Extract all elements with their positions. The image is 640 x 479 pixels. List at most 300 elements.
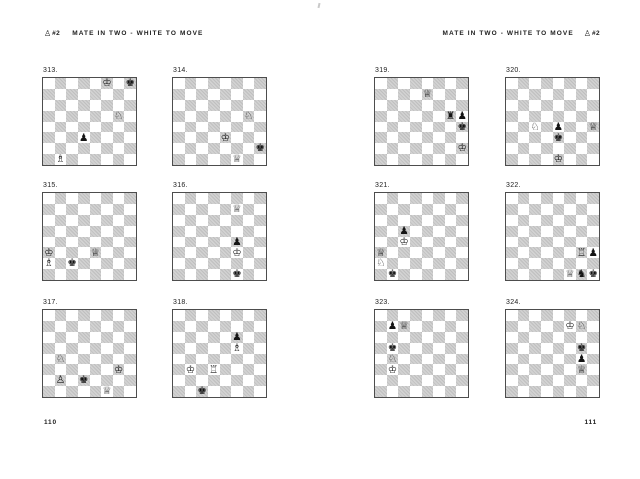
board-square — [113, 310, 125, 321]
board-square — [78, 154, 90, 165]
board-square — [398, 132, 410, 143]
section-title: MATE IN TWO - WHITE TO MOVE — [442, 30, 574, 37]
board-square — [506, 343, 518, 354]
chess-piece-wK: ♔ — [220, 132, 231, 144]
board-square — [78, 237, 90, 248]
board-square — [243, 111, 255, 122]
board-square — [113, 215, 125, 226]
board-square — [113, 247, 125, 258]
board-square — [90, 364, 102, 375]
board-square — [506, 204, 518, 215]
board-square — [587, 343, 599, 354]
chess-diagram — [42, 299, 137, 398]
board-square — [398, 386, 410, 397]
board-square — [243, 247, 255, 258]
board-square — [196, 154, 208, 165]
board-square — [78, 132, 90, 143]
board-square — [173, 122, 185, 133]
diagram-number: 322. — [506, 182, 521, 189]
board-square — [124, 132, 136, 143]
board-square — [66, 386, 78, 397]
board-square — [185, 111, 197, 122]
board-square — [185, 386, 197, 397]
board-square — [113, 132, 125, 143]
board-square — [243, 332, 255, 343]
board-square — [456, 154, 468, 165]
chess-piece-bP: ♟ — [457, 110, 467, 122]
chess-piece-bR: ♜ — [445, 110, 456, 122]
diagram-number: 324. — [506, 299, 521, 306]
board-square — [254, 154, 266, 165]
board-square — [43, 193, 55, 204]
board-square — [587, 354, 599, 365]
board-square — [518, 89, 530, 100]
board-square — [66, 247, 78, 258]
board-square — [196, 122, 208, 133]
board-square — [66, 332, 78, 343]
board-square — [506, 354, 518, 365]
board-square — [398, 354, 410, 365]
board-square — [90, 386, 102, 397]
board-square — [553, 258, 565, 269]
chess-piece-bP: ♟ — [588, 247, 598, 259]
board-square — [113, 354, 125, 365]
board-square — [185, 226, 197, 237]
board-square — [576, 310, 588, 321]
board-square — [185, 122, 197, 133]
board-square — [387, 332, 399, 343]
board-square — [529, 247, 541, 258]
board-square — [113, 226, 125, 237]
chess-board — [374, 192, 469, 281]
board-square — [55, 204, 67, 215]
board-square — [66, 215, 78, 226]
chess-diagram — [505, 67, 600, 166]
board-square — [375, 204, 387, 215]
board-square — [587, 332, 599, 343]
board-square — [587, 204, 599, 215]
board-square — [66, 111, 78, 122]
board-square — [90, 343, 102, 354]
chess-piece-bK: ♚ — [78, 375, 89, 387]
board-square — [243, 204, 255, 215]
board-square — [55, 321, 67, 332]
board-square — [231, 386, 243, 397]
board-square — [506, 193, 518, 204]
chess-piece-bK: ♚ — [232, 269, 242, 280]
board-square — [541, 375, 553, 386]
board-square — [55, 247, 67, 258]
board-square — [375, 237, 387, 248]
board-square — [196, 269, 208, 280]
board-square — [173, 247, 185, 258]
board-square — [90, 204, 102, 215]
board-square — [43, 364, 55, 375]
board-square — [587, 132, 599, 143]
board-square — [231, 122, 243, 133]
board-square — [410, 132, 422, 143]
board-square — [553, 193, 565, 204]
board-square — [101, 269, 113, 280]
chess-piece-bP: ♟ — [78, 132, 89, 144]
board-square — [101, 154, 113, 165]
board-square — [587, 143, 599, 154]
board-square — [445, 364, 457, 375]
board-square — [101, 89, 113, 100]
board-square — [254, 364, 266, 375]
board-square — [185, 269, 197, 280]
board-square — [564, 332, 576, 343]
chess-piece-wQ: ♕ — [399, 320, 409, 332]
board-square — [208, 386, 220, 397]
board-square — [422, 100, 434, 111]
board-square — [124, 193, 136, 204]
chess-piece-wP: ♙ — [55, 375, 66, 387]
board-square — [208, 100, 220, 111]
board-square — [78, 310, 90, 321]
board-square — [433, 386, 445, 397]
board-square — [564, 258, 576, 269]
board-square — [553, 247, 565, 258]
board-square — [456, 193, 468, 204]
board-square — [196, 258, 208, 269]
board-square — [587, 269, 599, 280]
board-square — [231, 375, 243, 386]
board-square — [506, 310, 518, 321]
board-square — [541, 247, 553, 258]
board-square — [410, 364, 422, 375]
board-square — [553, 100, 565, 111]
board-square — [410, 310, 422, 321]
board-square — [254, 258, 266, 269]
diagram-number: 323. — [375, 299, 390, 306]
board-square — [422, 247, 434, 258]
board-square — [564, 132, 576, 143]
board-square — [220, 343, 232, 354]
board-square — [398, 364, 410, 375]
board-square — [185, 100, 197, 111]
board-square — [387, 204, 399, 215]
board-square — [518, 332, 530, 343]
board-square — [445, 343, 457, 354]
board-square — [66, 226, 78, 237]
board-square — [254, 143, 266, 154]
board-square — [456, 386, 468, 397]
board-square — [445, 215, 457, 226]
board-square — [185, 89, 197, 100]
board-square — [518, 111, 530, 122]
board-square — [553, 226, 565, 237]
board-square — [113, 193, 125, 204]
board-square — [196, 78, 208, 89]
board-square — [398, 204, 410, 215]
board-square — [387, 269, 399, 280]
board-square — [553, 321, 565, 332]
board-square — [185, 354, 197, 365]
board-square — [78, 332, 90, 343]
board-square — [243, 89, 255, 100]
board-square — [518, 143, 530, 154]
board-square — [43, 375, 55, 386]
board-square — [375, 343, 387, 354]
board-square — [90, 354, 102, 365]
board-square — [243, 215, 255, 226]
board-square — [553, 78, 565, 89]
chess-piece-wK: ♔ — [457, 143, 467, 155]
board-square — [422, 332, 434, 343]
board-square — [576, 258, 588, 269]
chess-board — [172, 192, 267, 281]
diagram-number: 321. — [375, 182, 390, 189]
chess-piece-bK: ♚ — [197, 386, 207, 397]
board-square — [398, 111, 410, 122]
board-square — [43, 321, 55, 332]
board-square — [422, 386, 434, 397]
board-square — [553, 364, 565, 375]
board-square — [398, 258, 410, 269]
chess-piece-wQ: ♕ — [565, 269, 575, 280]
board-square — [254, 269, 266, 280]
board-square — [196, 343, 208, 354]
board-square — [101, 193, 113, 204]
board-square — [173, 310, 185, 321]
board-square — [375, 354, 387, 365]
board-square — [78, 364, 90, 375]
board-square — [375, 332, 387, 343]
chess-piece-wN: ♘ — [55, 353, 66, 365]
board-square — [55, 354, 67, 365]
board-square — [445, 204, 457, 215]
board-square — [43, 269, 55, 280]
board-square — [541, 122, 553, 133]
board-square — [433, 237, 445, 248]
board-square — [553, 354, 565, 365]
board-square — [220, 226, 232, 237]
chess-piece-wN: ♘ — [113, 110, 124, 122]
board-square — [124, 321, 136, 332]
board-square — [173, 332, 185, 343]
board-square — [445, 386, 457, 397]
board-square — [410, 89, 422, 100]
board-square — [43, 122, 55, 133]
board-square — [55, 375, 67, 386]
board-square — [90, 111, 102, 122]
board-square — [101, 354, 113, 365]
chess-piece-bK: ♚ — [553, 132, 564, 144]
board-square — [231, 154, 243, 165]
board-square — [375, 143, 387, 154]
board-square — [433, 122, 445, 133]
board-square — [43, 215, 55, 226]
board-square — [456, 132, 468, 143]
board-square — [456, 310, 468, 321]
board-square — [113, 78, 125, 89]
board-square — [564, 100, 576, 111]
board-square — [101, 143, 113, 154]
board-square — [518, 237, 530, 248]
board-square — [564, 375, 576, 386]
board-square — [124, 89, 136, 100]
board-square — [55, 269, 67, 280]
board-square — [90, 132, 102, 143]
board-square — [518, 78, 530, 89]
board-square — [78, 89, 90, 100]
board-square — [576, 143, 588, 154]
page-number-right: 111 — [584, 419, 597, 426]
chess-piece-wK: ♔ — [387, 364, 398, 376]
board-square — [90, 269, 102, 280]
board-square — [375, 364, 387, 375]
chess-board — [505, 309, 600, 398]
board-square — [196, 143, 208, 154]
board-square — [518, 354, 530, 365]
chess-diagram — [172, 67, 267, 166]
board-square — [196, 386, 208, 397]
board-square — [243, 193, 255, 204]
board-square — [564, 247, 576, 258]
board-square — [398, 154, 410, 165]
board-square — [43, 354, 55, 365]
board-square — [456, 204, 468, 215]
board-square — [196, 100, 208, 111]
board-square — [90, 122, 102, 133]
board-square — [387, 215, 399, 226]
board-square — [173, 375, 185, 386]
board-square — [398, 89, 410, 100]
board-square — [518, 215, 530, 226]
board-square — [456, 321, 468, 332]
board-square — [529, 269, 541, 280]
board-square — [196, 332, 208, 343]
board-square — [173, 78, 185, 89]
board-square — [90, 247, 102, 258]
board-square — [587, 78, 599, 89]
board-square — [506, 332, 518, 343]
board-square — [101, 310, 113, 321]
board-square — [101, 237, 113, 248]
chess-piece-wK: ♔ — [102, 78, 112, 89]
board-square — [410, 215, 422, 226]
board-square — [254, 78, 266, 89]
chess-piece-wK: ♔ — [399, 236, 409, 248]
board-square — [564, 226, 576, 237]
board-square — [541, 258, 553, 269]
board-square — [113, 100, 125, 111]
board-square — [422, 237, 434, 248]
chess-piece-bP: ♟ — [576, 353, 587, 365]
board-square — [506, 375, 518, 386]
board-square — [220, 193, 232, 204]
board-square — [113, 258, 125, 269]
board-square — [398, 193, 410, 204]
board-square — [576, 193, 588, 204]
board-square — [78, 100, 90, 111]
board-square — [66, 89, 78, 100]
board-square — [506, 122, 518, 133]
board-square — [387, 122, 399, 133]
board-square — [445, 258, 457, 269]
board-square — [387, 247, 399, 258]
board-square — [101, 375, 113, 386]
board-square — [387, 258, 399, 269]
board-square — [445, 154, 457, 165]
board-square — [456, 354, 468, 365]
chess-piece-bP: ♟ — [553, 121, 564, 133]
board-square — [410, 122, 422, 133]
board-square — [101, 204, 113, 215]
mate-in-count-label: #2 — [591, 30, 600, 37]
board-square — [78, 111, 90, 122]
board-square — [541, 226, 553, 237]
board-square — [220, 386, 232, 397]
left-page-header — [44, 29, 204, 38]
board-square — [243, 386, 255, 397]
board-square — [231, 204, 243, 215]
board-square — [231, 89, 243, 100]
board-square — [456, 111, 468, 122]
chess-board — [374, 309, 469, 398]
board-square — [587, 237, 599, 248]
board-square — [456, 143, 468, 154]
board-square — [445, 332, 457, 343]
board-square — [90, 100, 102, 111]
board-square — [220, 215, 232, 226]
board-square — [43, 386, 55, 397]
board-square — [529, 226, 541, 237]
board-square — [196, 226, 208, 237]
chess-board — [42, 309, 137, 398]
board-square — [410, 237, 422, 248]
board-square — [185, 310, 197, 321]
board-square — [66, 143, 78, 154]
board-square — [231, 310, 243, 321]
diagram-number: 319. — [375, 67, 390, 74]
board-square — [445, 143, 457, 154]
board-square — [387, 364, 399, 375]
board-square — [101, 78, 113, 89]
chess-piece-wQ: ♕ — [376, 247, 386, 259]
board-square — [587, 386, 599, 397]
board-square — [220, 122, 232, 133]
board-square — [173, 269, 185, 280]
board-square — [518, 204, 530, 215]
board-square — [387, 386, 399, 397]
board-square — [208, 193, 220, 204]
board-square — [254, 386, 266, 397]
board-square — [576, 226, 588, 237]
board-square — [43, 143, 55, 154]
board-square — [231, 237, 243, 248]
board-square — [506, 247, 518, 258]
board-square — [445, 321, 457, 332]
board-square — [113, 204, 125, 215]
board-square — [541, 78, 553, 89]
board-square — [506, 78, 518, 89]
board-square — [529, 354, 541, 365]
board-square — [113, 332, 125, 343]
board-square — [576, 204, 588, 215]
chess-piece-wK: ♔ — [44, 247, 54, 259]
board-square — [43, 237, 55, 248]
board-square — [433, 226, 445, 237]
board-square — [541, 332, 553, 343]
chess-piece-wK: ♔ — [565, 320, 575, 332]
board-square — [113, 375, 125, 386]
board-square — [196, 89, 208, 100]
board-square — [113, 364, 125, 375]
board-square — [506, 237, 518, 248]
board-square — [124, 269, 136, 280]
